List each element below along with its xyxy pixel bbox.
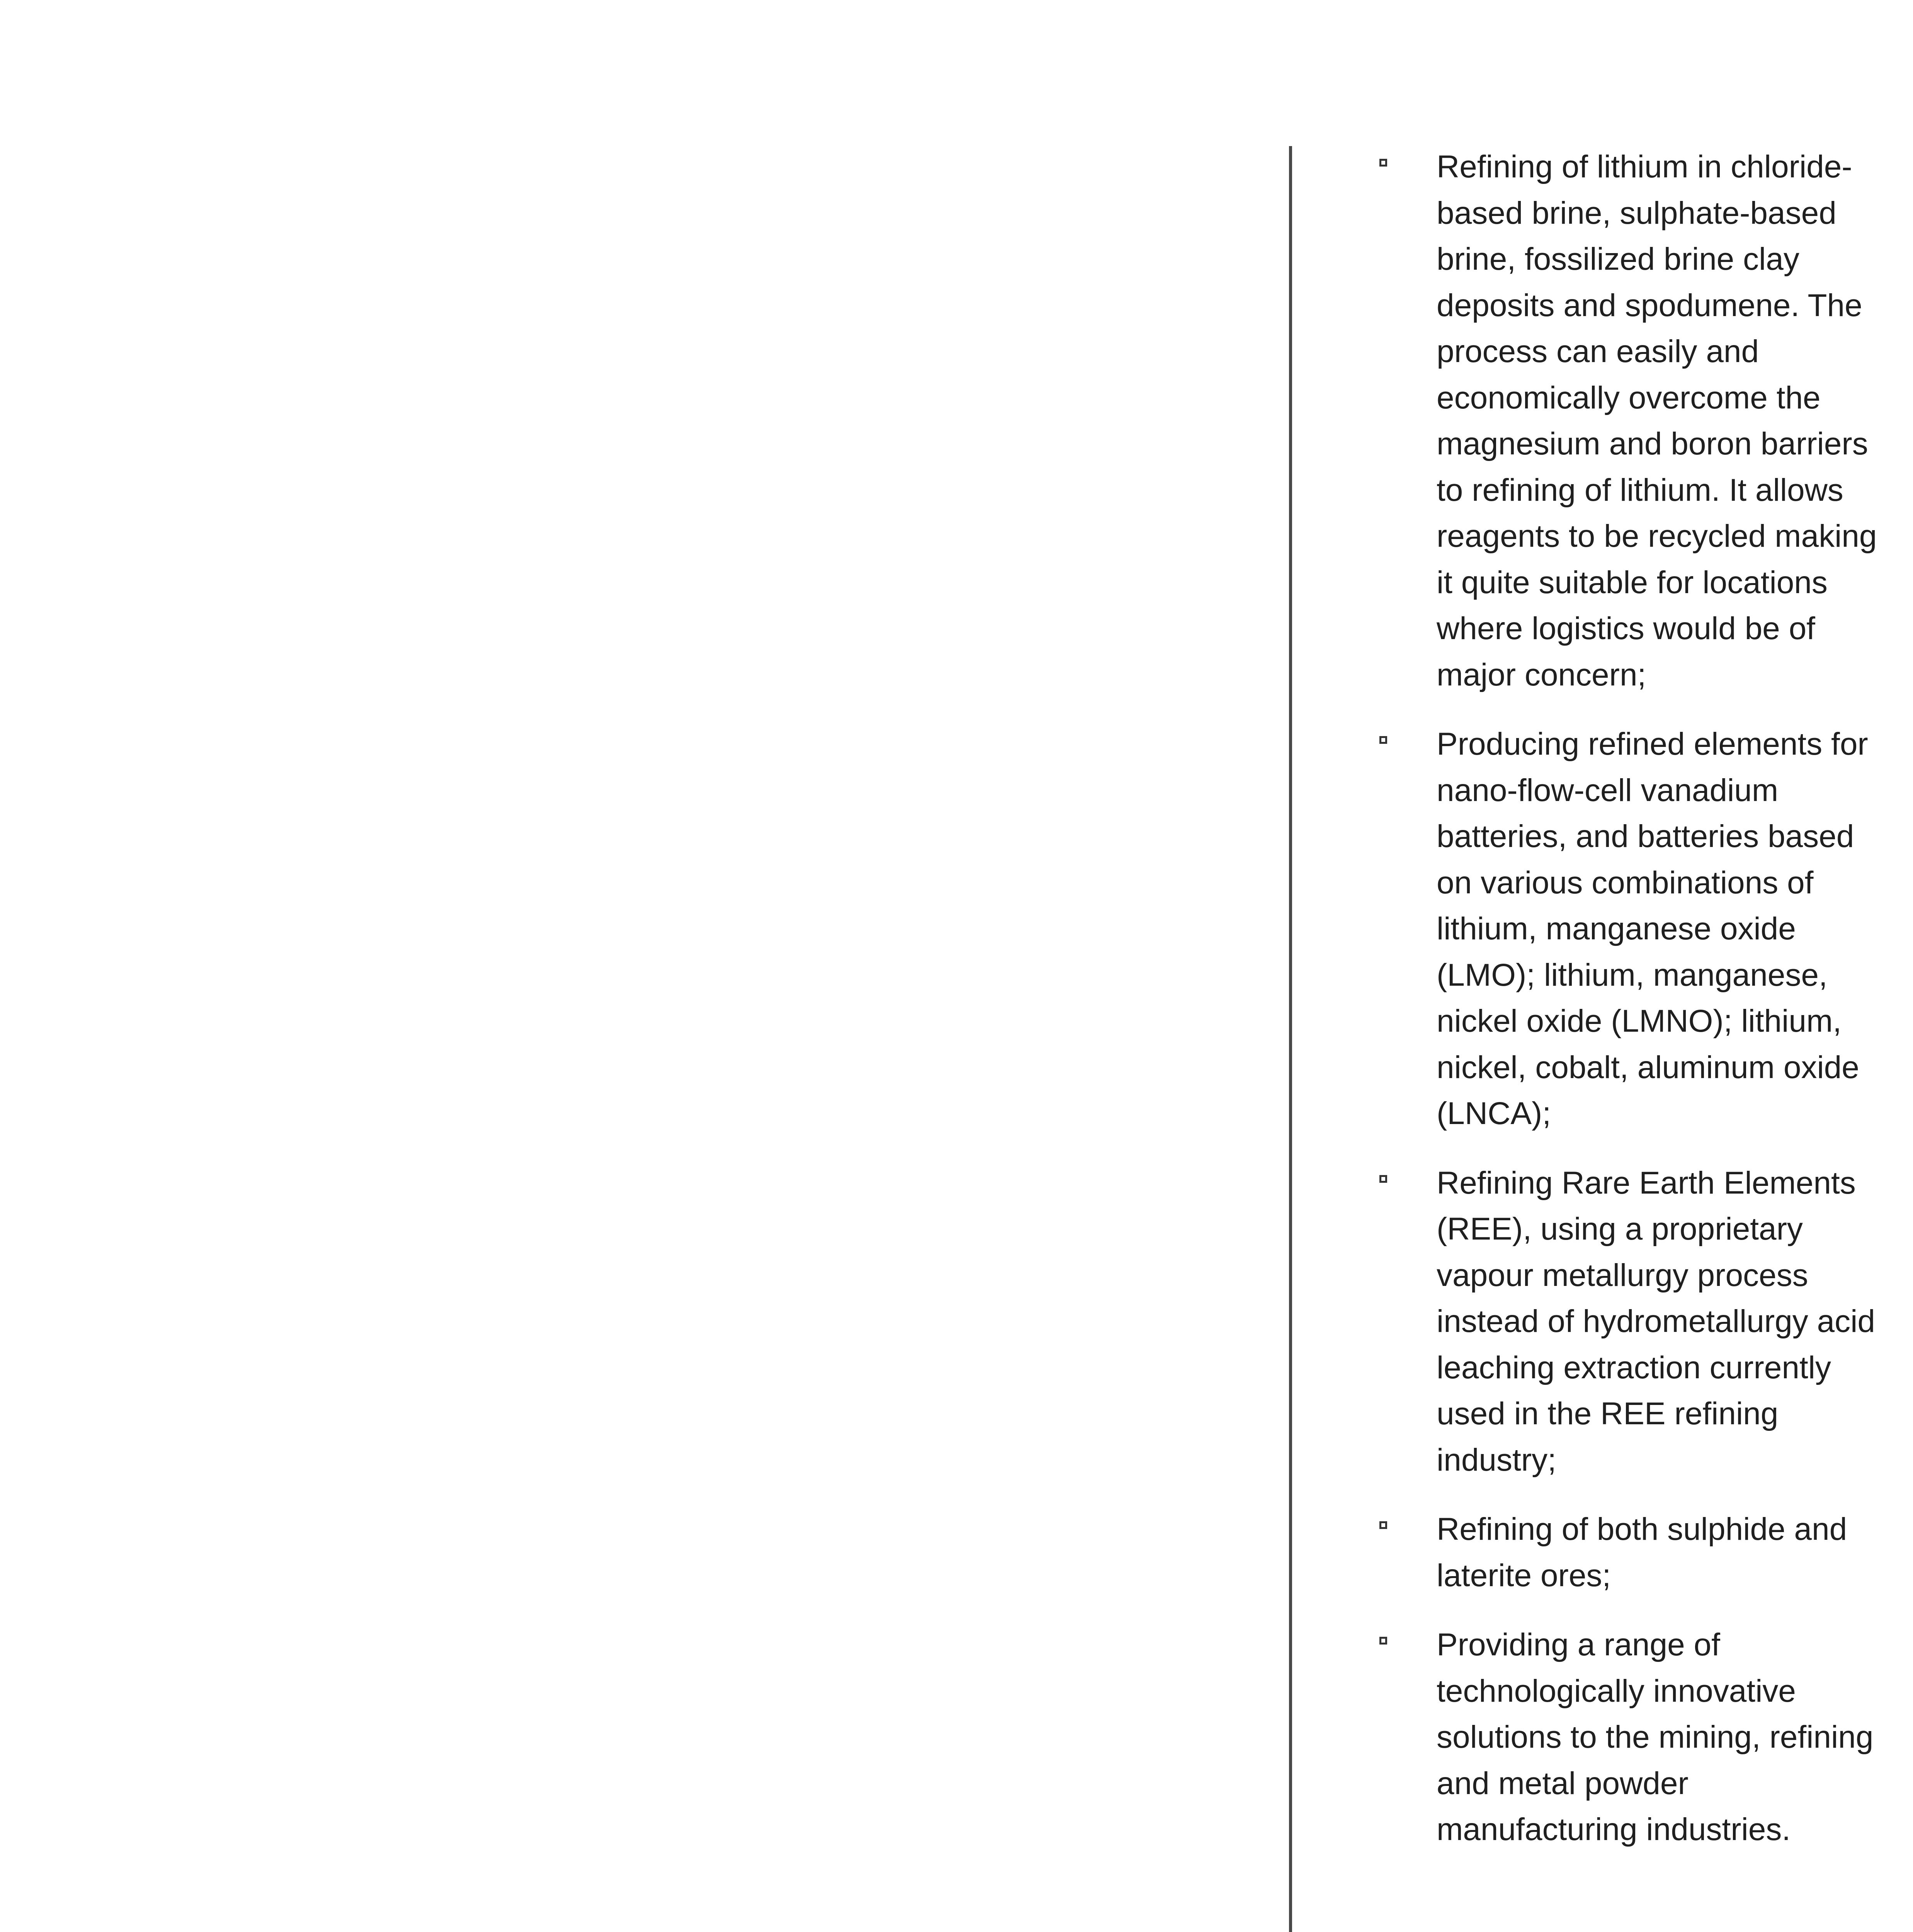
square-bullet-icon bbox=[1379, 1637, 1387, 1645]
bullet-item bbox=[1379, 144, 1882, 698]
bullet-text: Providing a range of technologically innovative solutions to the mining, refining and metal powder manufacturing industries. bbox=[1437, 1627, 1874, 1847]
bullet-text: Producing refined elements for nano-flow-cell vanadium batteries, and batteries based on various combinations of lithium, manganese oxide (LMO); lithium, manganese, nickel oxide (LMNO); lithium, nickel, cobalt, aluminum oxide (LNCA); bbox=[1437, 726, 1868, 1131]
bullet-text: Refining Rare Earth Elements (REE), using a proprietary vapour metallurgy process instead of hydrometallurgy acid leaching extraction currently used in the REE refining industry; bbox=[1437, 1165, 1875, 1478]
square-bullet-icon bbox=[1379, 736, 1387, 744]
bullet-text: Refining of both sulphide and laterite ores; bbox=[1437, 1512, 1847, 1593]
square-bullet-icon bbox=[1379, 1521, 1387, 1529]
bullet-item bbox=[1379, 721, 1882, 1137]
bullet-text: Refining of lithium in chloride-based brine, sulphate-based brine, fossilized brine clay deposits and spodumene. The process can easily and economically overcome the magnesium and boron barriers to refining of lithium. It allows reagents to be recycled making it quite suitable for locations where logistics would be of major concern; bbox=[1437, 149, 1877, 692]
capabilities-bullet-list bbox=[1379, 144, 1882, 1876]
bullet-item bbox=[1379, 1622, 1882, 1853]
square-bullet-icon bbox=[1379, 1175, 1387, 1183]
column-divider-rule bbox=[1289, 146, 1292, 1932]
bullet-item bbox=[1379, 1160, 1882, 1483]
bullet-item bbox=[1379, 1506, 1882, 1599]
square-bullet-icon bbox=[1379, 159, 1387, 167]
